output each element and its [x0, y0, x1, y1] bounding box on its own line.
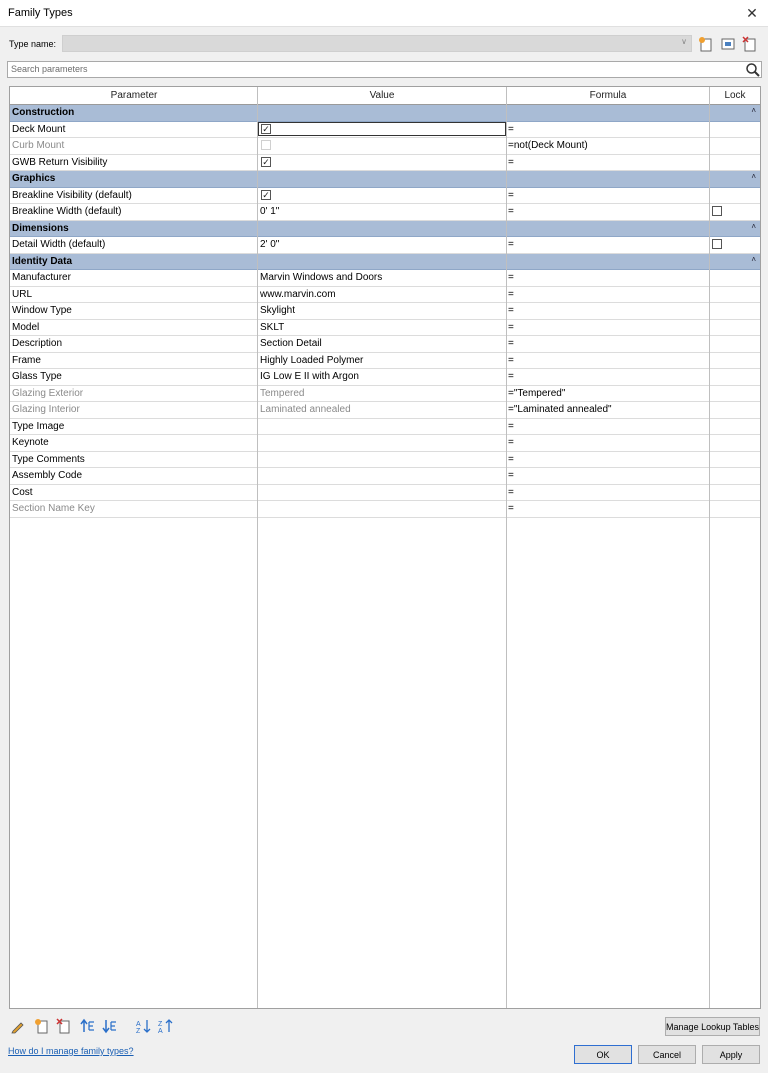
column-header-lock[interactable]: Lock [724, 90, 746, 101]
parameter-name: URL [12, 288, 33, 300]
parameter-formula[interactable]: = [508, 503, 514, 514]
cell-focus-outline [258, 122, 506, 136]
parameter-formula[interactable]: = [508, 272, 514, 283]
collapse-icon[interactable]: ˄ [751, 254, 756, 264]
table-row[interactable] [10, 303, 760, 320]
value-checkbox[interactable]: ✓ [262, 189, 270, 200]
parameter-formula[interactable]: = [508, 288, 514, 300]
parameter-name: Type Image [12, 420, 65, 432]
parameter-name: Assembly Code [12, 470, 83, 481]
parameter-name: Keynote [12, 437, 49, 448]
parameter-formula[interactable]: = [508, 453, 514, 465]
table-row[interactable] [10, 402, 760, 419]
group-header[interactable] [10, 254, 760, 271]
lock-checkbox[interactable] [712, 206, 722, 216]
table-row[interactable] [10, 419, 760, 436]
value-checkbox[interactable]: ✓ [262, 156, 270, 167]
parameter-name: Manufacturer [12, 272, 71, 283]
table-row[interactable] [10, 386, 760, 403]
lock-checkbox[interactable] [712, 239, 722, 249]
parameter-formula[interactable]: = [508, 437, 514, 448]
value-checkbox[interactable]: ✓ [262, 123, 270, 134]
parameter-value[interactable]: Laminated annealed [260, 404, 351, 415]
cancel-button[interactable]: Cancel [638, 1045, 696, 1064]
collapse-icon[interactable]: ˄ [751, 221, 756, 231]
parameter-name: GWB Return Visibility [12, 156, 108, 168]
chevron-down-icon: ∨ [681, 37, 687, 46]
group-header[interactable] [10, 221, 760, 238]
table-row[interactable] [10, 353, 760, 370]
parameter-value[interactable]: Marvin Windows and Doors [260, 272, 383, 283]
search-input[interactable] [8, 62, 741, 76]
group-header[interactable] [10, 171, 760, 188]
group-header[interactable] [10, 105, 760, 122]
move-down-icon[interactable] [102, 1018, 118, 1034]
parameter-name: Description [12, 338, 63, 349]
svg-text:Z: Z [136, 1028, 141, 1034]
parameter-formula[interactable]: = [508, 486, 514, 498]
table-row[interactable] [10, 336, 760, 353]
parameter-name: Curb Mount [12, 140, 65, 151]
sort-descending-icon[interactable] [158, 1018, 174, 1034]
type-name-dropdown[interactable] [62, 35, 692, 52]
table-row[interactable] [10, 435, 760, 452]
rename-type-icon[interactable] [720, 36, 736, 52]
parameter-value[interactable]: 2' 0" [260, 239, 280, 250]
table-row[interactable] [10, 369, 760, 386]
table-row[interactable] [10, 204, 760, 221]
parameter-name: Type Comments [12, 453, 85, 465]
parameter-name: Deck Mount [12, 123, 66, 135]
ok-button[interactable]: OK [574, 1045, 632, 1064]
column-header-value[interactable]: Value [369, 90, 395, 101]
help-link[interactable]: How do I manage family types? [8, 1046, 134, 1056]
title-bar [0, 0, 768, 27]
group-label: Dimensions [12, 222, 69, 234]
parameter-formula[interactable]: = [508, 156, 514, 168]
column-divider [709, 87, 710, 1008]
close-icon[interactable]: ✕ [746, 5, 758, 21]
parameter-value[interactable]: IG Low E II with Argon [260, 371, 359, 382]
value-checkbox [261, 140, 271, 150]
manage-lookup-tables-button[interactable]: Manage Lookup Tables [665, 1017, 760, 1036]
parameter-formula[interactable]: = [508, 338, 514, 349]
parameter-name: Glazing Interior [12, 404, 80, 415]
table-row[interactable] [10, 155, 760, 172]
delete-parameter-icon[interactable] [56, 1018, 72, 1034]
delete-type-icon[interactable] [742, 36, 758, 52]
parameter-name: Detail Width (default) [12, 239, 106, 250]
new-type-icon[interactable] [698, 36, 714, 52]
table-row[interactable] [10, 138, 760, 155]
move-up-icon[interactable] [80, 1018, 96, 1034]
grid-header [10, 87, 760, 105]
search-parameters-box [7, 61, 762, 78]
edit-parameter-icon[interactable] [10, 1018, 26, 1034]
parameter-formula[interactable]: =not(Deck Mount) [508, 140, 588, 151]
table-row[interactable] [10, 452, 760, 469]
svg-text:A: A [158, 1028, 163, 1034]
parameter-name: Breakline Visibility (default) [12, 189, 132, 201]
grid-rows [10, 105, 760, 518]
collapse-icon[interactable]: ˄ [751, 106, 756, 115]
parameter-name: Section Name Key [12, 503, 95, 514]
table-row[interactable] [10, 287, 760, 304]
svg-text:A: A [136, 1021, 141, 1028]
parameter-value[interactable]: Tempered [260, 387, 305, 399]
parameter-name: Glass Type [12, 371, 62, 382]
parameter-value[interactable]: Highly Loaded Polymer [260, 354, 364, 366]
parameter-formula[interactable]: = [508, 305, 514, 316]
group-label: Graphics [12, 173, 56, 184]
parameter-value[interactable]: Skylight [260, 305, 296, 316]
parameter-formula[interactable]: = [508, 189, 514, 201]
table-row[interactable] [10, 485, 760, 502]
apply-button[interactable]: Apply [702, 1045, 760, 1064]
parameter-formula[interactable]: ="Tempered" [508, 387, 566, 399]
parameter-formula[interactable]: = [508, 354, 514, 366]
table-row[interactable] [10, 237, 760, 254]
column-divider [257, 87, 258, 1008]
new-parameter-icon[interactable] [34, 1018, 50, 1034]
parameter-name: Model [12, 321, 40, 333]
parameter-formula[interactable]: = [508, 470, 514, 481]
parameter-value[interactable]: SKLT [260, 321, 285, 333]
parameter-formula[interactable]: = [508, 206, 514, 217]
collapse-icon[interactable]: ˄ [751, 172, 756, 181]
type-name-label: Type name: [9, 39, 57, 49]
parameter-name: Frame [12, 354, 41, 366]
group-label: Construction [12, 107, 75, 118]
parameter-formula[interactable]: = [508, 123, 514, 135]
table-row[interactable] [10, 320, 760, 337]
parameter-value[interactable]: Section Detail [260, 338, 322, 349]
parameter-value[interactable]: www.marvin.com [260, 288, 336, 300]
parameters-grid [9, 86, 761, 1009]
column-divider [506, 87, 507, 1008]
column-header-parameter[interactable]: Parameter [110, 90, 158, 101]
sort-ascending-icon[interactable] [136, 1018, 152, 1034]
group-label: Identity Data [12, 255, 73, 267]
parameter-formula[interactable]: ="Laminated annealed" [508, 404, 612, 415]
parameter-name: Glazing Exterior [12, 387, 84, 399]
svg-text:Z: Z [158, 1021, 163, 1028]
table-row[interactable] [10, 468, 760, 485]
parameter-name: Cost [12, 486, 33, 498]
search-icon[interactable] [745, 62, 761, 78]
parameter-name: Window Type [12, 305, 72, 316]
window-title: Family Types [8, 7, 73, 19]
parameter-value[interactable]: 0' 1" [260, 206, 280, 217]
table-row[interactable] [10, 122, 760, 139]
parameter-formula[interactable]: = [508, 420, 514, 432]
table-row[interactable] [10, 188, 760, 205]
table-row[interactable] [10, 270, 760, 287]
parameter-name: Breakline Width (default) [12, 206, 122, 217]
parameter-formula[interactable]: = [508, 321, 514, 333]
table-row[interactable] [10, 501, 760, 518]
column-header-formula[interactable]: Formula [589, 90, 627, 101]
parameter-formula[interactable]: = [508, 371, 514, 382]
parameter-formula[interactable]: = [508, 239, 514, 250]
